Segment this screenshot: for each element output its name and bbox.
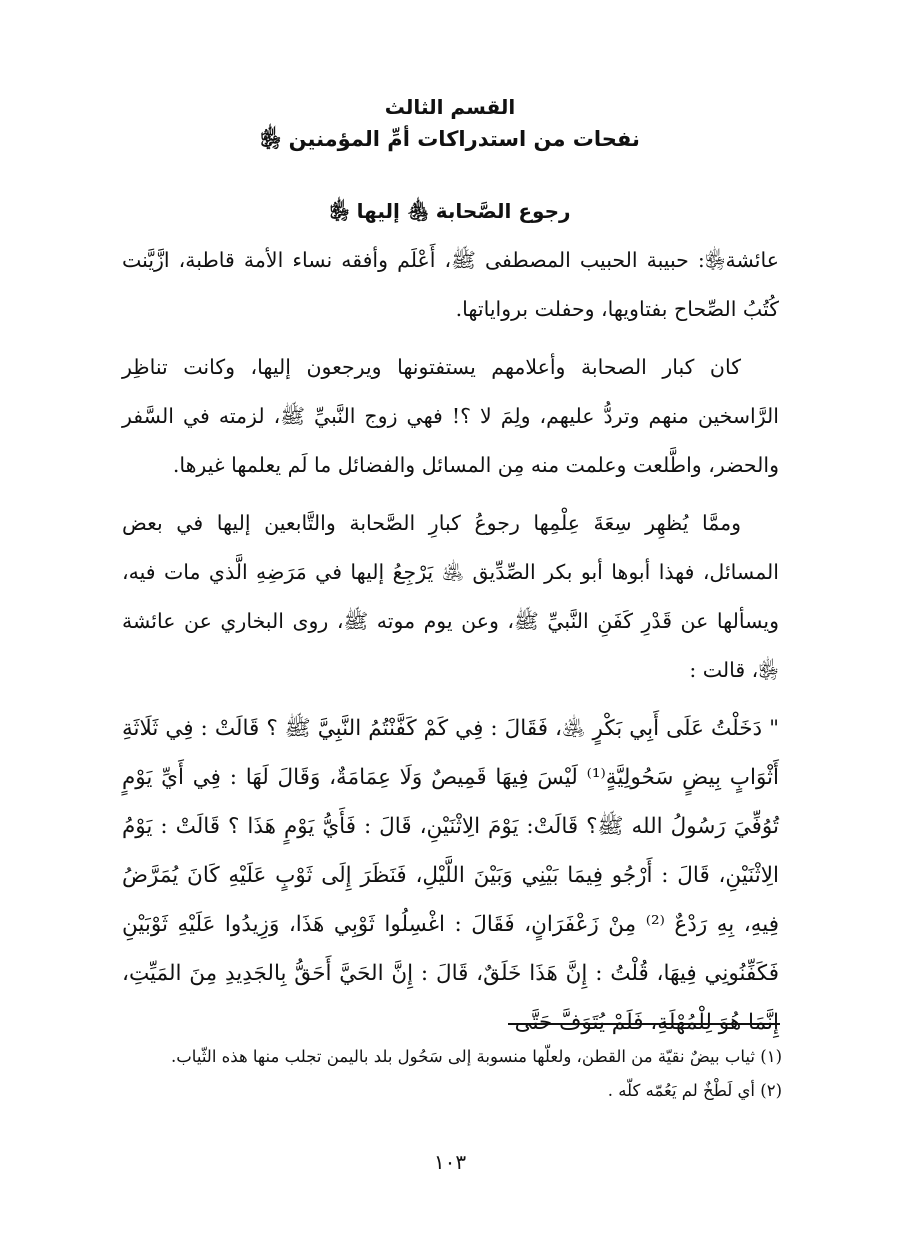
hadith-text: " دَخَلْتُ عَلَى أَبِي بَكْرٍ ﵁، فَقَالَ : فِي كَمْ كَفَّنْتُمُ النَّبِيَّ ﷺ ؟ قَالَتْ : فِي ثَلَاثَةِ أَثْوَابٍ بِيضٍ سَحُولِيَّةٍ⁽¹⁾ لَيْسَ فِيهَا قَمِيصٌ وَلَا عِمَامَةٌ، وَقَالَ لَهَا : فِي أَيِّ يَوْمٍ تُوُفِّيَ رَسُولُ الله ﷺ؟ قَالَتْ: يَوْمَ الِاثْنَيْنِ، قَالَ : فَأَيُّ يَوْمٍ هَذَا ؟ قَالَتْ : يَوْمُ الِاثْنَيْنِ، قَالَ : أَرْجُو فِيمَا بَيْنِي وَبَيْنَ اللَّيْلِ، فَنَظَرَ إِلَى ثَوْبٍ عَلَيْهِ كَانَ يُمَرَّضُ فِيهِ، بِهِ رَدْعٌ ⁽²⁾ مِنْ زَعْفَرَانٍ، فَقَالَ : اغْسِلُوا ثَوْبِي هَذَا، وَزِيدُوا عَلَيْهِ ثَوْبَيْنِ فَكَفِّنُونِي فِيهَا، قُلْتُ : إِنَّ هَذَا خَلَقٌ، قَالَ : إِنَّ الحَيَّ أَحَقُّ بِالجَدِيدِ مِنَ المَيِّتِ، إِنَّمَا هُوَ لِلْمُهْلَةِ، فَلَمْ يُتَوَفَّ حَتَّى <box>122 716 780 1035</box>
paragraph-abu-bakr: وممَّا يُظهِر سِعَةَ عِلْمِها رجوعُ كبارِ الصَّحابة والتَّابعين إليها في بعض المسائل، فهذا أبوها أبو بكر الصِّدِّيق ﵁ يَرْجِعُ إليها في مَرَضِهِ الَّذي مات فيه، ويسألها عن قَدْرِ كَفَنِ النَّبيِّ ﷺ، وعن يوم موته ﷺ، روى البخاري عن عائشة ﵂، قالت : <box>122 511 779 682</box>
section-title: نفحات من استدراكات أمِّ المؤمنين ﵂ <box>260 127 640 151</box>
paragraph-intro: عائشة﵂: حبيبة الحبيب المصطفى ﷺ، أَعْلَم وأفقه نساء الأمة قاطبة، ازَّيَّنت كُتُبُ الصِّحاح بفتاويها، وحفلت برواياتها. <box>122 248 779 321</box>
footnote-1: (١) ثياب بيضٌ نقيّة من القطن، ولعلّها منسوبة إلى سَحُول بلد باليمن تجلب منها هذه الثّياب. <box>171 1047 782 1066</box>
footnotes <box>122 1040 782 1108</box>
section-label: القسم الثالث <box>384 95 516 119</box>
footnote-separator <box>508 1023 780 1025</box>
page-number: ١٠٣ <box>433 1150 467 1174</box>
paragraph-companions: كان كبار الصحابة وأعلامهم يستفتونها ويرجعون إليها، وكانت تناظِر الرَّاسخين منهم وتردُّ عليهم، ولِمَ لا ؟! فهي زوج النَّبيِّ ﷺ، لزمته في السَّفر والحضر، واطَّلعت وعلمت منه مِن المسائل والفضائل ما لَم يعلمها غيرها. <box>122 355 779 477</box>
footnote-2: (٢) أي لَطْخٌ لم يَعُمّه كلّه . <box>607 1081 782 1100</box>
body-text <box>122 236 779 1056</box>
title-block <box>0 92 900 156</box>
subheading: رجوع الصَّحابة ﵃ إليها ﵂ <box>329 199 571 223</box>
